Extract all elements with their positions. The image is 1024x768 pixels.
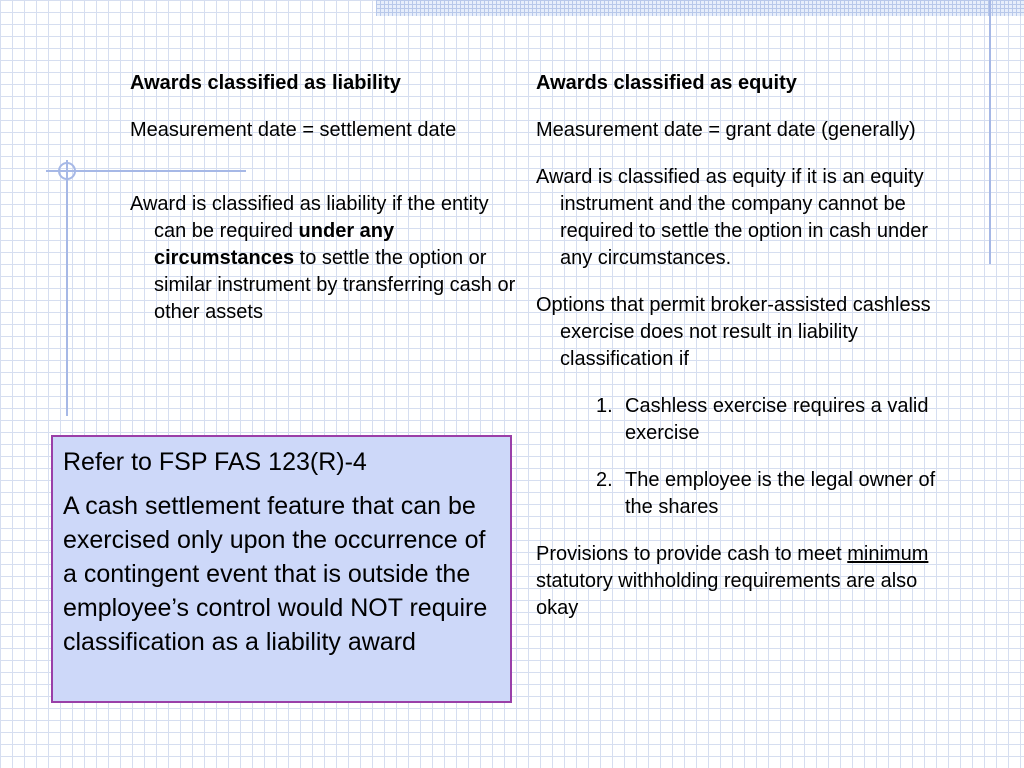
cashless-exercise-intro: Options that permit broker-assisted cashless exercise does not result in liability classification if: [536, 294, 931, 370]
liability-heading: Awards classified as liability: [130, 72, 401, 94]
callout-body: A cash settlement feature that can be exercised only upon the occurrence of a contingent event that is outside the employee’s control would NOT require classification as a liability award: [63, 492, 488, 656]
condition-item: [596, 467, 936, 521]
provisions-underlined-word: minimum: [847, 543, 929, 565]
condition-number: 1.: [596, 395, 613, 417]
liability-classification-rule: [130, 191, 525, 326]
decorative-vertical-line-right: [989, 0, 991, 264]
condition-item: [596, 393, 936, 447]
provisions-text-end: statutory withholding requirements are also okay: [536, 570, 918, 619]
liability-column: [130, 70, 525, 346]
equity-column: [536, 70, 936, 642]
condition-text: The employee is the legal owner of the shares: [625, 469, 936, 518]
decorative-top-band: [376, 0, 1024, 16]
condition-text: Cashless exercise requires a valid exercise: [625, 395, 929, 444]
condition-number: 2.: [596, 469, 613, 491]
liability-rule-text-start: Award is classified as liability if the entity can be required: [130, 193, 489, 242]
equity-classification-rule: Award is classified as equity if it is an equity instrument and the company cannot be required to settle the option in cash under any circumstances.: [536, 166, 929, 269]
liability-rule-emphasis: under any circumstances: [154, 220, 395, 269]
decorative-circle: [58, 162, 76, 180]
equity-measurement-date: Measurement date = grant date (generally): [536, 119, 916, 141]
decorative-vertical-line-left: [66, 160, 68, 416]
liability-measurement-date: Measurement date = settlement date: [130, 119, 457, 141]
withholding-provisions: [536, 541, 936, 622]
provisions-text-start: Provisions to provide cash to meet: [536, 543, 848, 565]
callout-reference: Refer to FSP FAS 123(R)-4: [63, 448, 367, 476]
equity-heading: Awards classified as equity: [536, 72, 797, 94]
liability-rule-text-end: to settle the option or similar instrument by transferring cash or other assets: [154, 247, 516, 323]
fsp-reference-callout: [51, 435, 512, 703]
